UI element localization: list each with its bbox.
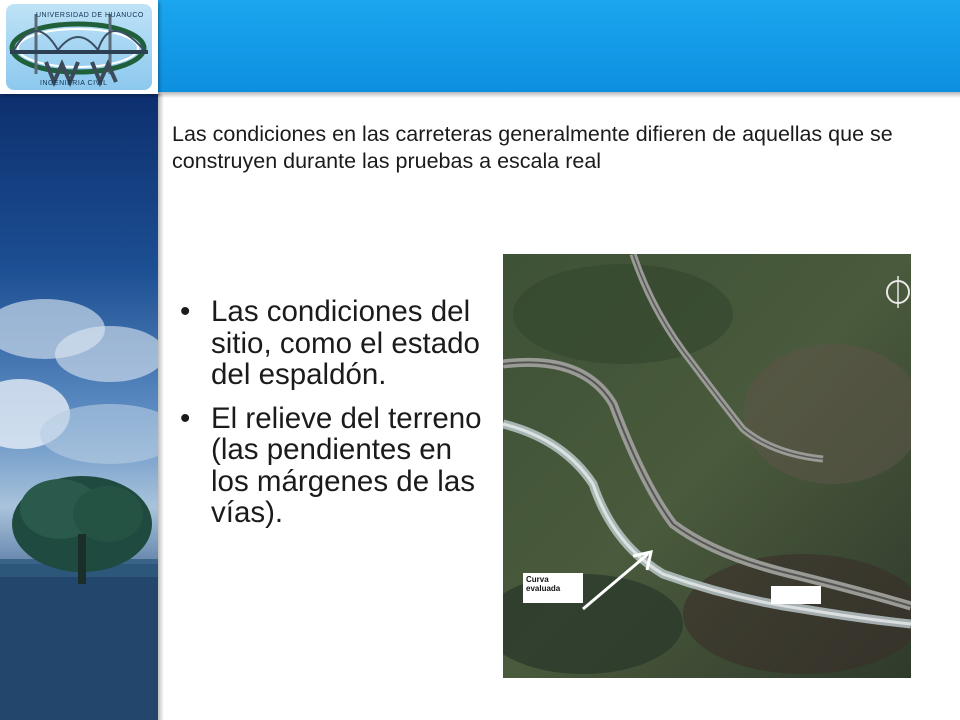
- logo-bottom-text: INGENIERIA CIVIL: [40, 80, 108, 87]
- satellite-image: [503, 254, 911, 678]
- bullet-list: [178, 296, 488, 541]
- university-logo: [0, 0, 158, 94]
- header-shadow: [158, 92, 960, 98]
- photo-white-marker: [771, 586, 821, 604]
- bullet-text: El relieve del terreno (las pendientes en los márgenes de las vías).: [211, 401, 482, 529]
- logo-arc-text: UNIVERSIDAD DE HUANUCO: [36, 12, 144, 19]
- bullet-item: [178, 403, 488, 529]
- bullet-marker: •: [180, 295, 191, 328]
- intro-paragraph: Las condiciones en las carreteras generalmente difieren de aquellas que se construyen durante las pruebas a escala real: [172, 122, 893, 173]
- sky-tree-illustration: [0, 94, 158, 720]
- satellite-photo: [503, 254, 911, 678]
- side-panel-shadow: [158, 94, 164, 720]
- bullet-item: [178, 296, 488, 391]
- side-panel-art: [0, 94, 158, 720]
- photo-label: Curva evaluada: [523, 573, 583, 603]
- header-bar: [158, 0, 960, 92]
- bullet-text: Las condiciones del sitio, como el estado del espaldón.: [211, 295, 480, 391]
- bullet-marker: •: [180, 401, 191, 435]
- logo-badge: [6, 4, 152, 90]
